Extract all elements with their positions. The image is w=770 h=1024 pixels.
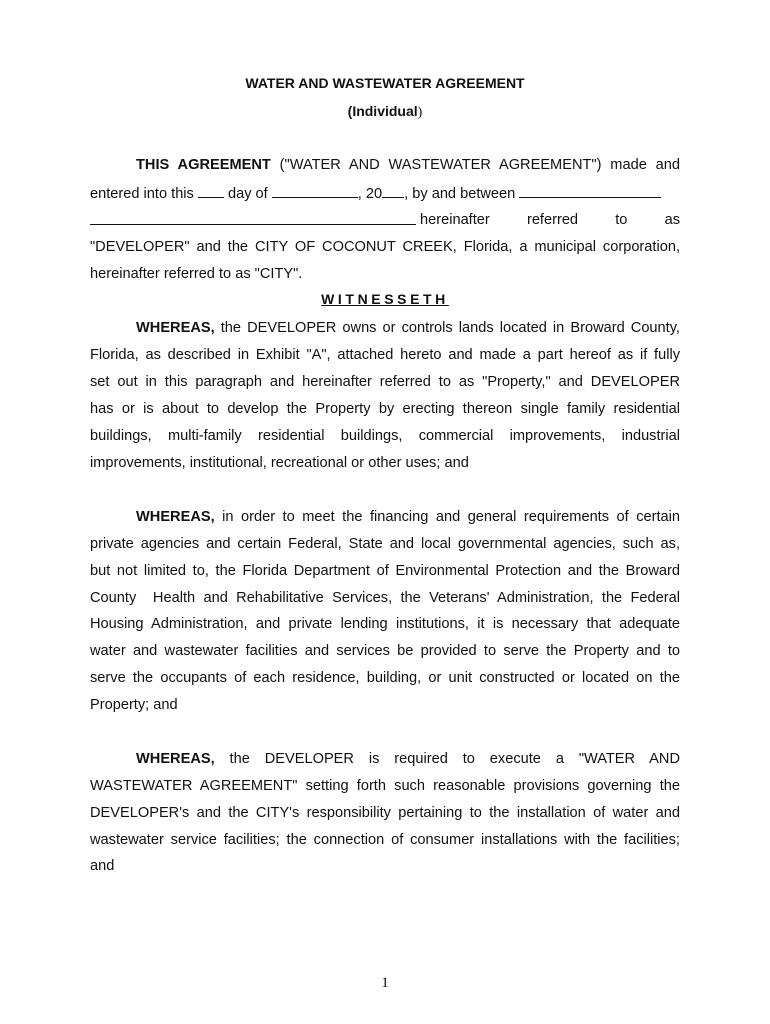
- p4-lead: WHEREAS,: [136, 751, 215, 767]
- p2-line-4: has or is about to develop the Property by erecting thereon single family residential: [90, 401, 680, 417]
- p3-line-8: Property; and: [90, 697, 178, 713]
- p1-line-3-left: [90, 211, 490, 229]
- p1-line-3: [90, 211, 680, 229]
- p4-line-5: and: [90, 858, 115, 874]
- p2-line-1-text: the DEVELOPER owns or controls lands located in Broward County,: [214, 320, 680, 336]
- p3-line-4: County Health and Rehabilitative Services, the Veterans' Administration, the Federal: [90, 590, 680, 606]
- p2-line-2: Florida, as described in Exhibit "A", attached hereto and made a part hereof as if fully: [90, 347, 680, 363]
- p1-line-2-b: day of: [223, 186, 272, 202]
- p2-line-6: improvements, institutional, recreational or other uses; and: [90, 455, 469, 471]
- p1-line-2-a: entered into this: [90, 186, 198, 202]
- p1-lead: THIS AGREEMENT: [136, 157, 271, 173]
- p1-to: to: [615, 212, 628, 228]
- p1-hereinafter: hereinafter: [420, 212, 490, 228]
- p1-line-2: [90, 184, 680, 203]
- p1-line-2-c: , 20: [357, 186, 383, 202]
- year-blank: [382, 184, 404, 198]
- document-title: WATER AND WASTEWATER AGREEMENT: [245, 75, 525, 91]
- day-blank: [198, 184, 224, 198]
- p4-line-3: DEVELOPER's and the CITY's responsibility pertaining to the installation of water and: [90, 805, 680, 821]
- p3-line-6: water and wastewater facilities and services be provided to serve the Property and to: [90, 643, 680, 659]
- p1-as: as: [664, 212, 680, 228]
- page-number: 1: [381, 975, 389, 991]
- p2-line-3: set out in this paragraph and hereinafter referred to as "Property," and DEVELOPER: [90, 374, 680, 390]
- p4-line-2: WASTEWATER AGREEMENT" setting forth such reasonable provisions governing the: [90, 778, 680, 794]
- p2-lead: WHEREAS,: [136, 320, 215, 336]
- p4-line-1-text: the DEVELOPER is required to execute a "WATER AND: [214, 751, 680, 767]
- p2-line-1: [136, 319, 680, 337]
- subtitle-text: (Individual: [347, 103, 418, 119]
- p1-line-1: [136, 156, 680, 174]
- p3-line-1: [136, 508, 680, 526]
- p1-line-5: hereinafter referred to as "CITY".: [90, 266, 303, 282]
- document-subtitle: [0, 103, 770, 121]
- p3-line-7: serve the occupants of each residence, building, or unit constructed or located on the: [90, 670, 680, 686]
- p1-referred: referred: [526, 212, 579, 228]
- p4-line-1: [136, 750, 680, 768]
- party-blank-1: [519, 184, 661, 198]
- p1-line-4: "DEVELOPER" and the CITY OF COCONUT CREEK, Florida, a municipal corporation,: [90, 239, 680, 255]
- month-blank: [272, 184, 358, 198]
- p2-line-5: buildings, multi-family residential buildings, commercial improvements, industrial: [90, 428, 680, 444]
- p3-line-2: private agencies and certain Federal, State and local governmental agencies, such as,: [90, 536, 680, 552]
- witnesseth-heading: WITNESSETH: [321, 291, 449, 307]
- p1-line-1-text: ("WATER AND WASTEWATER AGREEMENT") made and: [270, 157, 681, 173]
- p3-lead: WHEREAS,: [136, 509, 215, 525]
- p4-line-4: wastewater service facilities; the connection of consumer installations with the facilities;: [90, 832, 680, 848]
- p3-line-3: but not limited to, the Florida Department of Environmental Protection and the Broward: [90, 563, 680, 579]
- p1-line-2-d: , by and between: [404, 186, 520, 202]
- p3-line-5: Housing Administration, and private lending institutions, it is necessary that adequate: [90, 616, 680, 632]
- subtitle-paren: ): [417, 105, 423, 120]
- p3-line-1-text: in order to meet the financing and general requirements of certain: [214, 509, 680, 525]
- party-blank-2: [90, 211, 416, 225]
